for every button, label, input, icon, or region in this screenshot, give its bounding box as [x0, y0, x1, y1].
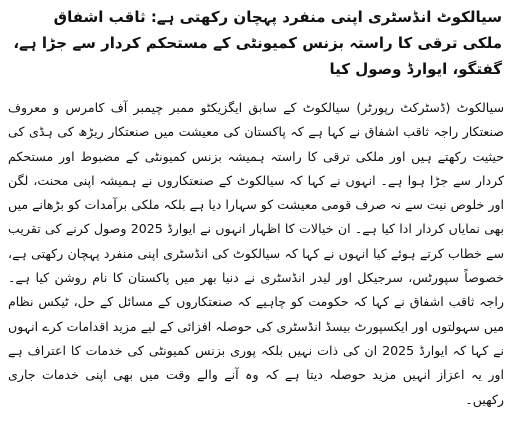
headline: سیالکوٹ انڈسٹری اپنی منفرد پہچان رکھتی ہے: ثاقب اشفاق	[53, 8, 502, 26]
subheadline: ملکی ترقی کا راستہ بزنس کمیونٹی کے مستحکم کردار سے جڑا ہے، گفتگو، ایوارڈ وصول کیا	[13, 34, 502, 78]
article-body: سیالکوٹ (ڈسٹرکٹ رپورٹر) سیالکوٹ کے سابق ایگزیکٹو ممبر چیمبر آف کامرس و معروف صنعتکار راجہ ثاقب اشفاق نے کہا ہے کہ پاکستان کی معیشت میں صنعتکار ریڑھ کی ہڈی کی حیثیت رکھتے ہیں اور ملکی ترقی کا راستہ ہمیشہ بزنس کمیونٹی کے مضبوط اور مستحکم کردار سے جڑا ہوا ہے۔ انہوں نے کہا کہ سیالکوٹ کے صنعتکاروں نے ہمیشہ اپنی محنت، لگن اور خلوص نیت سے نہ صرف قومی معیشت کو سہارا دیا ہے بلکہ ملکی برآمدات کو بڑھانے میں بھی نمایاں کردار ادا کیا ہے۔ ان خیالات کا اظہار انہوں نے ایوارڈ 2025 وصول کرنے کی تقریب سے خطاب کرتے ہوئے کیا انہوں نے کہا کہ سیالکوٹ کی انڈسٹری اپنی منفرد پہچان رکھتی ہے، خصوصاً سپورٹس، سرجیکل اور لیدر انڈسٹری نے دنیا بھر میں پاکستان کا نام روشن کیا ہے۔ راجہ ثاقب اشفاق نے کہا کہ حکومت کو چاہیے کہ صنعتکاروں کے مسائل کے حل، ٹیکس نظام میں سہولتوں اور ایکسپورٹ بیسڈ انڈسٹری کی حوصلہ افزائی کے لیے مزید اقدامات کرے انہوں نے کہا کہ ایوارڈ 2025 ان کی ذات نہیں بلکہ پوری بزنس کمیونٹی کی خدمات کا اعتراف ہے اور یہ اعزاز انہیں مزید حوصلہ دیتا ہے کہ وہ آنے والے وقت میں بھی اپنی خدمات جاری رکھیں۔	[8, 100, 505, 407]
